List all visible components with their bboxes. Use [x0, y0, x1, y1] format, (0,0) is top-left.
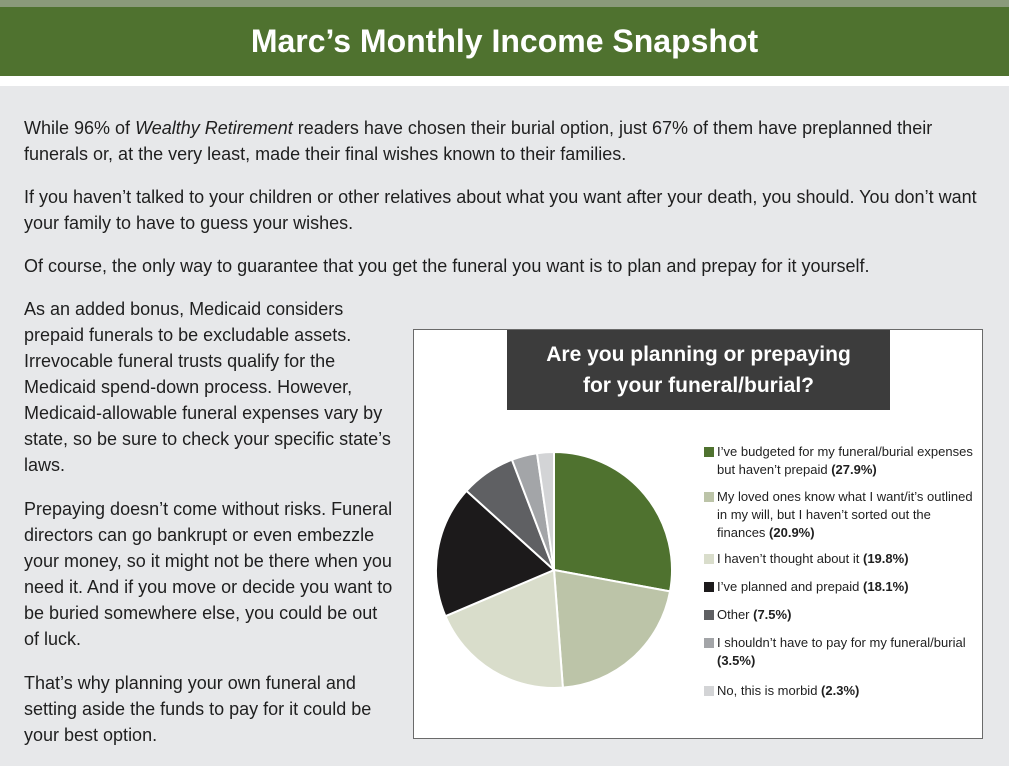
legend-percent: (19.8%): [863, 551, 909, 566]
legend-percent: (7.5%): [753, 607, 792, 622]
legend-label: I’ve budgeted for my funeral/burial expenses but haven’t prepaid (27.9%): [717, 444, 973, 477]
legend-item-7: [704, 682, 974, 700]
left-paragraph-3: That’s why planning your own funeral and setting aside the funds to pay for it could be your best option.: [24, 673, 372, 745]
legend-percent: (2.3%): [821, 683, 860, 698]
legend-item-2: [704, 488, 974, 542]
legend-label: I shouldn’t have to pay for my funeral/burial (3.5%): [717, 635, 966, 668]
legend-swatch: [704, 447, 714, 457]
legend-item-3: [704, 550, 974, 568]
legend-label: My loved ones know what I want/it’s outlined in my will, but I haven’t sorted out the finances (20.9%): [717, 489, 973, 540]
legend-label: I haven’t thought about it (19.8%): [717, 551, 909, 566]
legend-percent: (18.1%): [863, 579, 909, 594]
legend-percent: (20.9%): [769, 525, 815, 540]
chart-title: [507, 330, 890, 410]
legend-swatch: [704, 686, 714, 696]
legend-item-4: [704, 578, 974, 596]
legend-percent: (27.9%): [831, 462, 877, 477]
chart-title-text: Are you planning or prepaying for your funeral/burial?: [546, 343, 851, 397]
page-title: Marc’s Monthly Income Snapshot: [0, 7, 1009, 76]
legend-item-6: [704, 634, 974, 670]
legend-swatch: [704, 554, 714, 564]
intro-paragraph-3: Of course, the only way to guarantee that you get the funeral you want is to plan and prepay for it yourself.: [24, 256, 870, 276]
intro-text-continued: readers have chosen their burial option, just 67% of them have preplanned their funerals or, at the very least, made their final wishes known to their families.: [24, 118, 933, 164]
intro-paragraph-2: If you haven’t talked to your children or other relatives about what you want after your death, you should. You don’t want your family to have to guess your wishes.: [24, 187, 977, 233]
pie-slice-1: [554, 452, 672, 591]
legend-swatch: [704, 492, 714, 502]
left-paragraph-1: As an added bonus, Medicaid considers prepaid funerals to be excludable assets. Irrevocable funeral trusts qualify for the Medicaid spend-down process. However, Medicaid-allowable funeral expenses vary by state, so be sure to check your specific state’s laws.: [24, 299, 391, 475]
legend-label: No, this is morbid (2.3%): [717, 683, 860, 698]
legend-item-1: [704, 443, 974, 479]
intro-text: While 96% of: [24, 118, 136, 138]
header-divider: [0, 76, 1009, 86]
publication-name: Wealthy Retirement: [135, 118, 293, 138]
legend-item-5: [704, 606, 974, 624]
legend-label: Other (7.5%): [717, 607, 792, 622]
pie-chart: [434, 450, 674, 690]
legend-swatch: [704, 638, 714, 648]
legend-swatch: [704, 610, 714, 620]
legend-swatch: [704, 582, 714, 592]
legend-percent: (3.5%): [717, 653, 756, 668]
header-top-line: [0, 0, 1009, 7]
legend-label: I’ve planned and prepaid (18.1%): [717, 579, 909, 594]
chart-container: [413, 329, 983, 739]
pie-slice-2: [554, 570, 670, 688]
intro-paragraph-1: [24, 115, 989, 167]
left-paragraph-2: Prepaying doesn’t come without risks. Funeral directors can go bankrupt or even embezzle your money, so it might not be there when you need it. And if you move or decide you want to be buried somewhere else, you could be out of luck.: [24, 499, 393, 649]
